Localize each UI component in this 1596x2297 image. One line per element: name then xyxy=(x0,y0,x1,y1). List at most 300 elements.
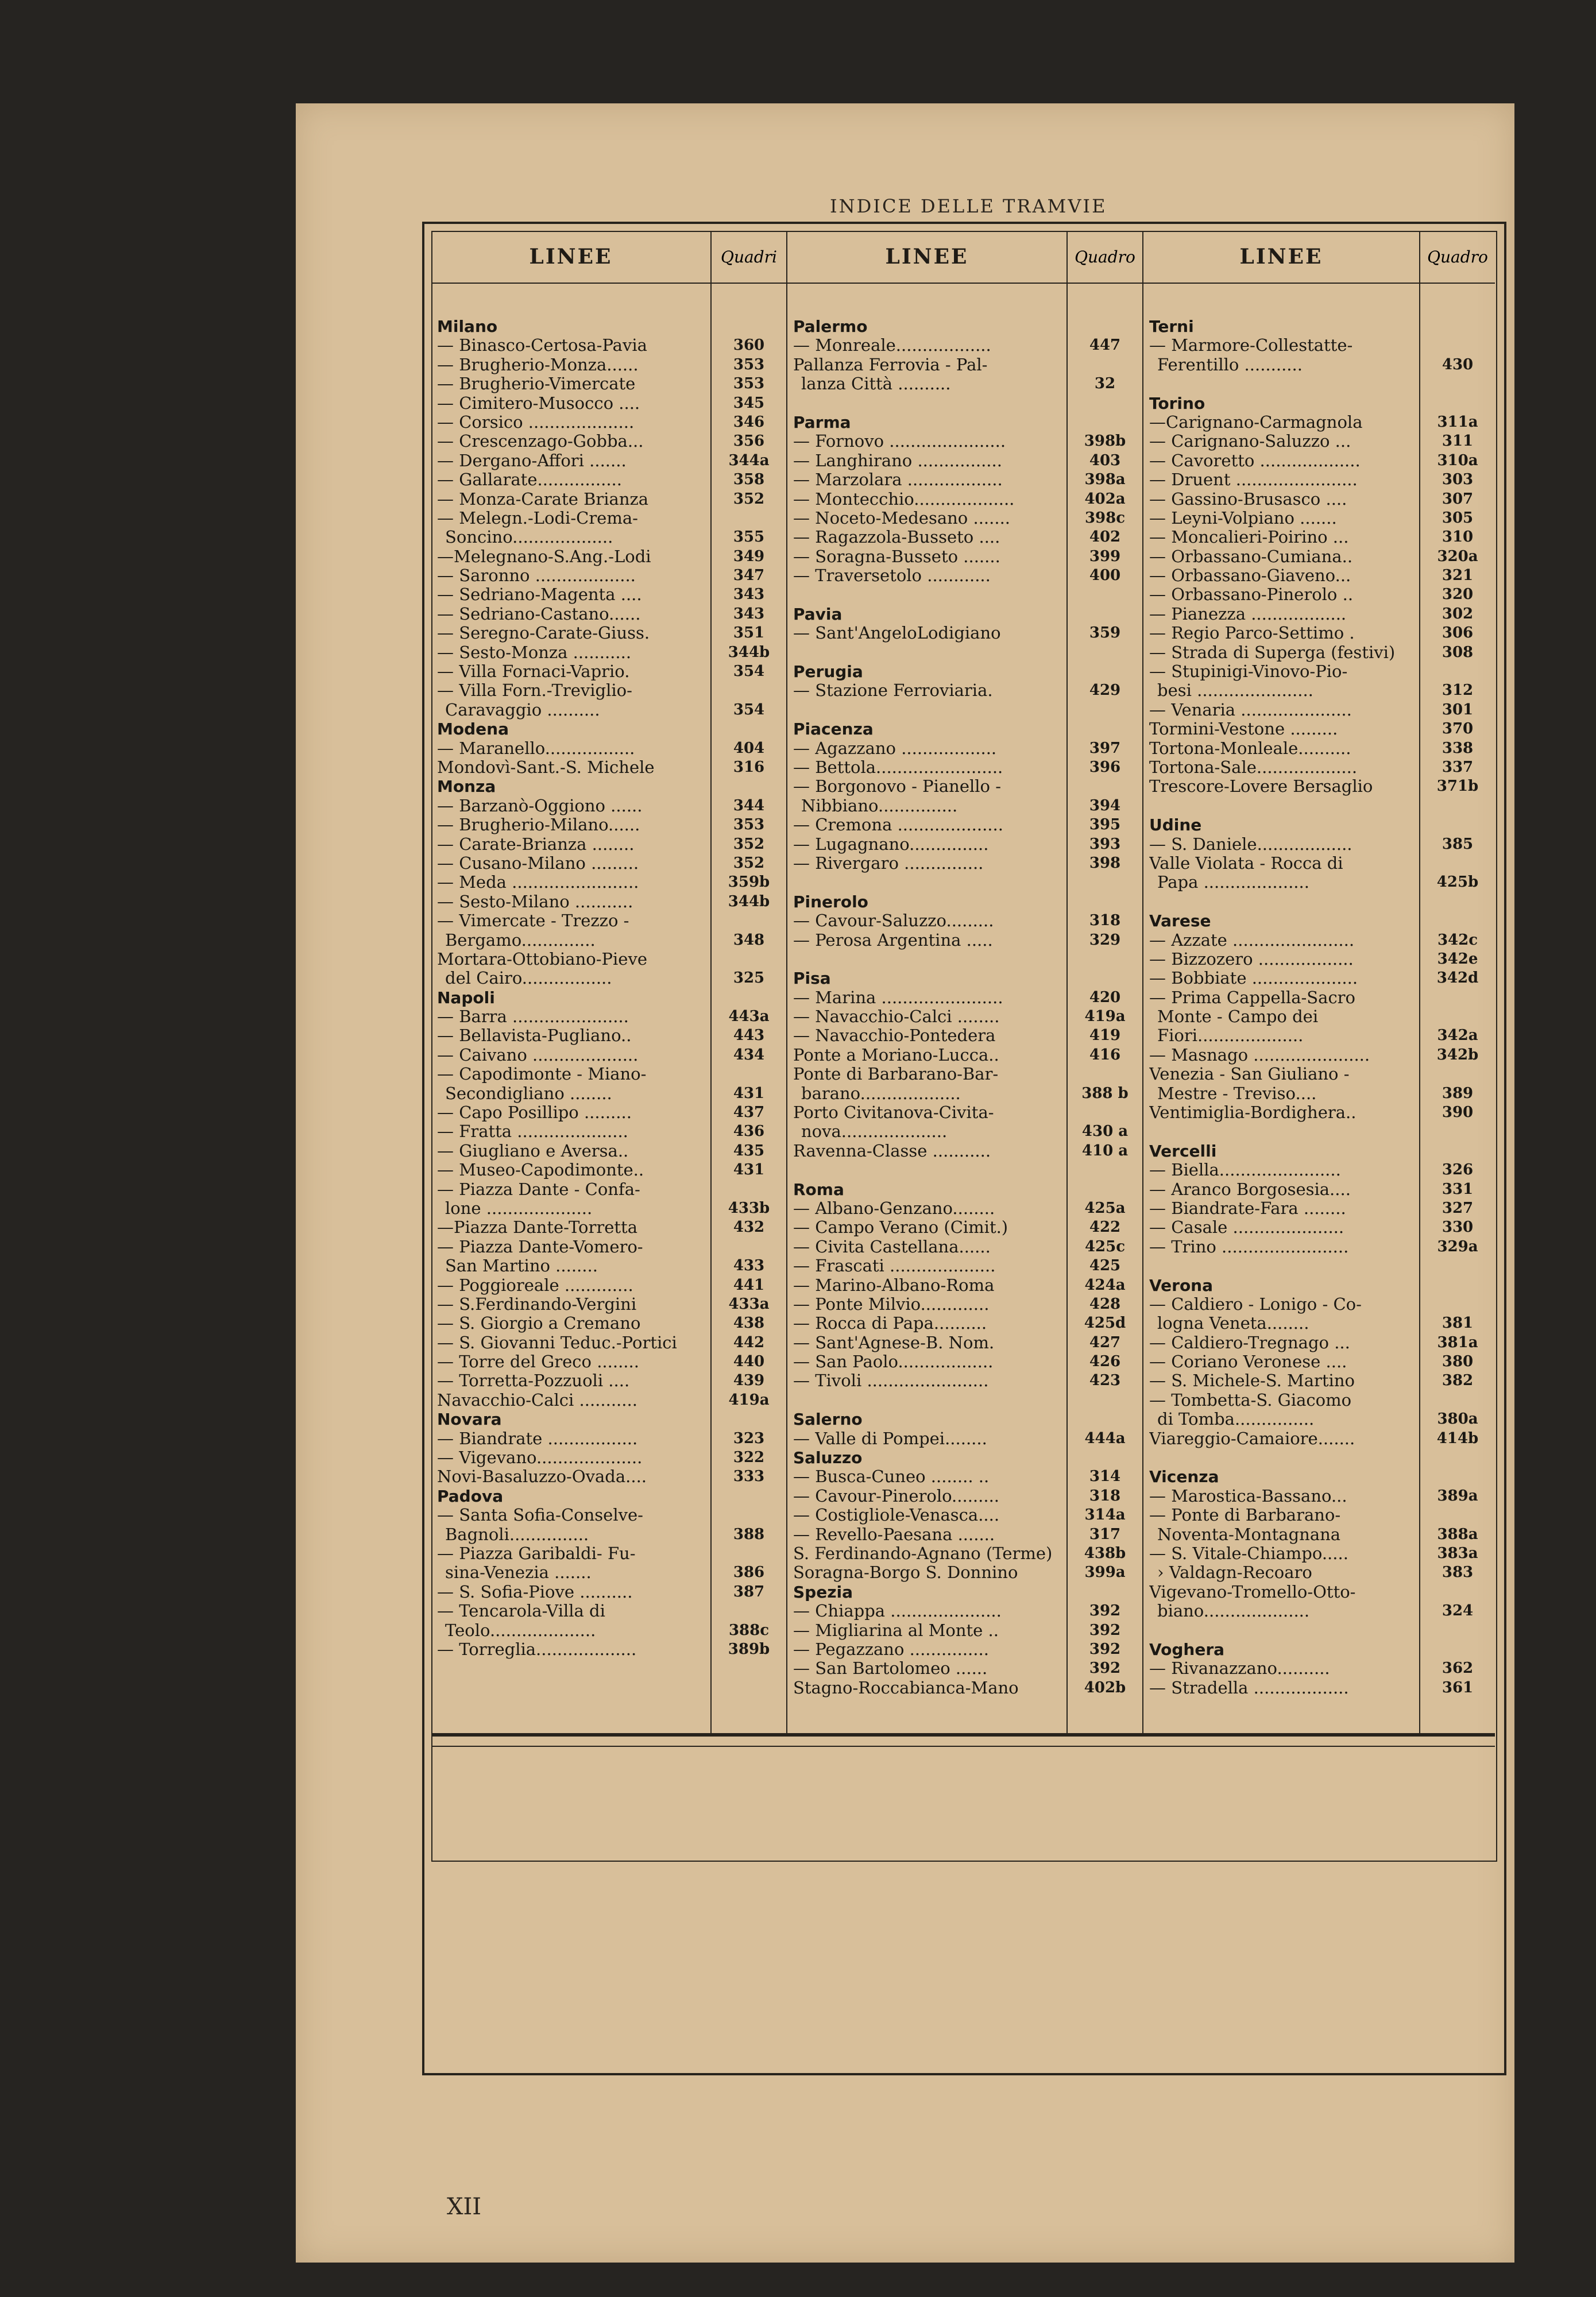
city-name: Napoli xyxy=(437,988,495,1007)
list-item xyxy=(437,1256,786,1275)
quadro-number: 386 xyxy=(733,1564,765,1581)
list-item xyxy=(1149,873,1495,892)
line-name: — Capo Posillipo ......... xyxy=(437,1103,632,1123)
list-item xyxy=(1149,758,1495,777)
list-item xyxy=(793,624,1142,643)
list-item xyxy=(1149,1563,1495,1582)
quadro-number: 32 xyxy=(1094,375,1116,393)
quadro-number: 344b xyxy=(728,892,770,910)
city-heading-row xyxy=(793,892,1142,911)
quadro-number xyxy=(1420,1007,1495,1026)
line-name: — Orbassano-Cumiana.. xyxy=(1149,547,1353,566)
list-item xyxy=(793,1602,1142,1621)
list-item xyxy=(437,547,786,566)
quadro-number xyxy=(1068,317,1142,336)
list-item xyxy=(793,1199,1142,1218)
quadro-number: 400 xyxy=(1089,567,1121,585)
line-name xyxy=(1149,374,1420,393)
quadro-number: 324 xyxy=(1442,1602,1474,1620)
city-name: Modena xyxy=(437,720,509,739)
linee-heading: LINEE xyxy=(1239,245,1323,269)
line-name: — Marostica-Bassano... xyxy=(1149,1486,1347,1506)
quadro-number: 352 xyxy=(733,854,765,872)
line-name: — Bellavista-Pugliano.. xyxy=(437,1026,632,1046)
line-name: — Albano-Genzano........ xyxy=(793,1198,995,1218)
quadro-number: 392 xyxy=(1089,1602,1121,1620)
line-name: — Regio Parco-Settimo . xyxy=(1149,624,1355,643)
quadro-number xyxy=(1068,1103,1142,1122)
quadro-heading: Quadro xyxy=(1066,231,1142,283)
quadro-number xyxy=(1068,1583,1142,1602)
list-item xyxy=(1149,1352,1495,1371)
list-item xyxy=(1149,1583,1495,1602)
line-name: lanza Città .......... xyxy=(801,374,951,394)
quadro-number xyxy=(712,1410,786,1429)
line-name: — Venaria ..................... xyxy=(1149,700,1352,720)
line-name: — Melegn.-Lodi-Crema- xyxy=(437,508,638,528)
list-item xyxy=(1149,1199,1495,1218)
quadro-number: 330 xyxy=(1442,1219,1474,1236)
quadro-number xyxy=(1420,1391,1495,1410)
quadro-number: 388a xyxy=(1437,1525,1478,1543)
list-item xyxy=(437,1314,786,1333)
quadro-number: 316 xyxy=(733,758,765,776)
line-name: — Agazzano .................. xyxy=(793,738,997,758)
quadro-number: 310a xyxy=(1437,451,1478,469)
line-name: — Santa Sofia-Conselve- xyxy=(437,1506,643,1525)
quadro-number: 404 xyxy=(733,739,765,757)
line-name: — Casale ..................... xyxy=(1149,1218,1344,1238)
quadro-number xyxy=(1420,892,1495,911)
quadro-number: 310 xyxy=(1442,528,1474,546)
quadro-number: 342d xyxy=(1436,969,1479,987)
quadro-number: 329a xyxy=(1437,1238,1478,1255)
list-item xyxy=(793,451,1142,470)
list-item xyxy=(437,1084,786,1103)
quadro-number xyxy=(1068,873,1142,892)
list-item xyxy=(793,547,1142,566)
city-heading-row xyxy=(437,988,786,1007)
line-name: — Carate-Brianza ........ xyxy=(437,834,635,854)
list-item xyxy=(1149,1487,1495,1506)
line-name: — Caldiero-Tregnago ... xyxy=(1149,1333,1350,1352)
quadro-number: 441 xyxy=(733,1276,765,1294)
line-name: — Masnago ...................... xyxy=(1149,1045,1370,1065)
quadro-number: 342e xyxy=(1437,950,1478,968)
list-item xyxy=(1149,1410,1495,1429)
list-item xyxy=(793,1506,1142,1525)
list-item xyxy=(1149,1295,1495,1314)
line-name: Tortona-Sale................... xyxy=(1149,757,1358,777)
line-name: — Brugherio-Vimercate xyxy=(437,374,636,394)
line-name: Ravenna-Classe ........... xyxy=(793,1141,991,1161)
list-item xyxy=(1149,547,1495,566)
list-item xyxy=(437,950,786,969)
city-heading-row xyxy=(437,720,786,738)
quadro-number: 302 xyxy=(1442,605,1474,622)
quadro-number: 402b xyxy=(1084,1679,1126,1696)
quadro-heading: Quadri xyxy=(710,231,786,283)
list-item xyxy=(437,662,786,681)
line-name: — Piazza Dante - Confa- xyxy=(437,1180,640,1199)
quadro-number xyxy=(712,777,786,796)
list-item xyxy=(1149,432,1495,451)
quadro-number: 425c xyxy=(1084,1238,1126,1255)
line-name: Teolo.................... xyxy=(445,1621,596,1640)
list-item xyxy=(1149,1544,1495,1563)
quadro-number: 422 xyxy=(1089,1219,1121,1236)
line-name: Viareggio-Camaiore....... xyxy=(1149,1429,1355,1448)
line-name xyxy=(1149,796,1420,815)
quadro-number xyxy=(1420,374,1495,393)
quadro-number: 438b xyxy=(1084,1545,1126,1562)
line-name: — Barzanò-Oggiono ...... xyxy=(437,796,643,815)
quadro-number xyxy=(1420,1295,1495,1314)
quadro-number: 427 xyxy=(1089,1333,1121,1351)
city-heading-row xyxy=(437,317,786,336)
quadro-number xyxy=(1420,1448,1495,1467)
quadro-number: 416 xyxy=(1089,1046,1121,1064)
quadro-number xyxy=(1420,1256,1495,1275)
line-name: — S. Sofia-Piove .......... xyxy=(437,1582,633,1602)
quadro-number: 333 xyxy=(733,1468,765,1486)
city-heading-row xyxy=(793,1410,1142,1429)
list-item xyxy=(437,1371,786,1390)
quadro-number: 303 xyxy=(1442,471,1474,489)
quadro-number: 403 xyxy=(1089,451,1121,469)
quadro-number: 362 xyxy=(1442,1660,1474,1677)
list-item xyxy=(793,1046,1142,1065)
quadro-number: 348 xyxy=(733,931,765,949)
list-item xyxy=(793,1065,1142,1084)
quadro-number: 399 xyxy=(1089,547,1121,565)
line-name: Nibbiano............... xyxy=(801,796,958,815)
line-name: — Traversetolo ............ xyxy=(793,566,991,586)
quadro-number: 428 xyxy=(1089,1295,1121,1313)
quadro-number: 344b xyxy=(728,643,770,661)
list-item xyxy=(1149,1659,1495,1678)
line-name: Pallanza Ferrovia - Pal- xyxy=(793,355,988,374)
quadro-number: 353 xyxy=(733,816,765,834)
list-item xyxy=(1149,1026,1495,1045)
line-name: — Migliarina al Monte .. xyxy=(793,1621,999,1640)
line-name: — Capodimonte - Miano- xyxy=(437,1065,647,1084)
list-item xyxy=(793,394,1142,413)
line-name: — Sesto-Monza ........... xyxy=(437,643,632,662)
line-name: biano.................... xyxy=(1157,1602,1310,1621)
quadro-number: 353 xyxy=(733,375,765,393)
list-item xyxy=(793,509,1142,528)
city-heading-row xyxy=(793,605,1142,624)
quadro-number xyxy=(1068,1065,1142,1084)
quadro-number: 345 xyxy=(733,394,765,412)
city-name: Torino xyxy=(1149,393,1205,413)
list-item xyxy=(1149,1161,1495,1180)
line-name xyxy=(1149,1122,1420,1141)
list-item xyxy=(793,1103,1142,1122)
list-item xyxy=(437,451,786,470)
list-item xyxy=(437,854,786,873)
quadro-number: 431 xyxy=(733,1161,765,1179)
line-name: — Carignano-Saluzzo ... xyxy=(1149,432,1351,451)
list-item xyxy=(1149,969,1495,988)
line-name: — Villa Forn.-Treviglio- xyxy=(437,681,632,701)
list-item xyxy=(1149,1621,1495,1640)
quadro-number xyxy=(712,988,786,1007)
quadro-number: 437 xyxy=(733,1104,765,1122)
quadro-number: 354 xyxy=(733,663,765,680)
list-item xyxy=(793,585,1142,604)
line-name: — Montecchio................... xyxy=(793,489,1015,509)
line-name: — Navacchio-Pontedera xyxy=(793,1026,996,1046)
line-name: — Caldiero - Lonigo - Co- xyxy=(1149,1294,1362,1314)
quadro-number xyxy=(1420,662,1495,681)
column-header xyxy=(1143,231,1495,284)
list-item xyxy=(1149,739,1495,758)
quadro-number: 342a xyxy=(1437,1027,1478,1045)
line-name: — Tencarola-Villa di xyxy=(437,1602,605,1621)
line-name: — Cimitero-Musocco .... xyxy=(437,393,640,413)
quadro-number xyxy=(1068,413,1142,432)
line-name: — Cavoretto ................... xyxy=(1149,451,1361,470)
quadro-number: 371b xyxy=(1436,778,1479,795)
list-item xyxy=(437,758,786,777)
list-item xyxy=(793,1142,1142,1161)
line-name: — Borgonovo - Pianello - xyxy=(793,777,1002,796)
list-item xyxy=(793,1238,1142,1256)
list-item xyxy=(793,1314,1142,1333)
line-name: barano................... xyxy=(801,1084,961,1103)
list-item xyxy=(1149,355,1495,374)
list-item xyxy=(437,566,786,585)
city-heading-row xyxy=(793,969,1142,988)
line-name: del Cairo................. xyxy=(445,969,612,988)
quadro-number xyxy=(712,1602,786,1621)
list-item xyxy=(1149,1065,1495,1084)
city-heading-row xyxy=(793,662,1142,681)
list-item xyxy=(1149,509,1495,528)
quadro-number: 349 xyxy=(733,547,765,565)
list-item xyxy=(437,1602,786,1621)
line-name: — Tivoli ....................... xyxy=(793,1371,989,1391)
line-name: — Frascati .................... xyxy=(793,1256,996,1276)
city-heading-row xyxy=(793,413,1142,432)
quadro-number xyxy=(1420,988,1495,1007)
quadro-number: 344 xyxy=(733,796,765,814)
quadro-number: 429 xyxy=(1089,682,1121,699)
quadro-number: 307 xyxy=(1442,490,1474,508)
line-name: — Monza-Carate Brianza xyxy=(437,489,649,509)
list-item xyxy=(1149,451,1495,470)
line-name: — Lugagnano............... xyxy=(793,834,989,854)
list-item xyxy=(793,374,1142,393)
quadro-number: 312 xyxy=(1442,682,1474,699)
list-item xyxy=(437,585,786,604)
line-name: — Fratta ..................... xyxy=(437,1122,628,1142)
quadro-number: 433a xyxy=(728,1295,770,1313)
line-name: — Torre del Greco ........ xyxy=(437,1352,639,1372)
list-item xyxy=(793,1161,1142,1180)
quadro-number: 343 xyxy=(733,586,765,604)
quadro-number xyxy=(1068,643,1142,662)
line-name: — Aranco Borgosesia.... xyxy=(1149,1180,1351,1199)
line-name: — Perosa Argentina ..... xyxy=(793,930,993,950)
list-item xyxy=(437,892,786,911)
quadro-number: 419a xyxy=(1084,1008,1126,1026)
quadro-number xyxy=(712,1506,786,1525)
line-name: Ventimiglia-Bordighera.. xyxy=(1149,1103,1357,1123)
line-name: — Chiappa ..................... xyxy=(793,1602,1002,1621)
line-name: — Tombetta-S. Giacomo xyxy=(1149,1390,1352,1410)
list-item xyxy=(1149,1525,1495,1544)
line-name: S. Ferdinando-Agnano (Terme) xyxy=(793,1544,1053,1563)
list-item xyxy=(1149,1122,1495,1141)
quadro-number xyxy=(1068,969,1142,988)
line-name xyxy=(793,585,1068,604)
line-name: Mortara-Ottobiano-Pieve xyxy=(437,949,648,969)
page-number: XII xyxy=(447,2194,482,2220)
list-item xyxy=(437,1563,786,1582)
list-item xyxy=(1149,643,1495,662)
line-name: — Druent ....................... xyxy=(1149,470,1358,490)
line-name xyxy=(793,1161,1068,1180)
line-name: — Soragna-Busseto ....... xyxy=(793,547,1000,566)
list-item xyxy=(437,1448,786,1467)
list-item xyxy=(793,1391,1142,1410)
line-name: — Saronno ................... xyxy=(437,566,636,586)
quadro-number: 397 xyxy=(1089,739,1121,757)
line-name: — Prima Cappella-Sacro xyxy=(1149,988,1356,1007)
quadro-number: 424a xyxy=(1084,1276,1126,1294)
list-item xyxy=(1149,1371,1495,1390)
line-name: — Trino ........................ xyxy=(1149,1237,1349,1256)
quadro-number: 305 xyxy=(1442,509,1474,527)
quadro-number: 325 xyxy=(733,969,765,987)
list-item xyxy=(1149,1333,1495,1352)
line-name: — Gassino-Brusasco .... xyxy=(1149,489,1347,509)
page-header: INDICE DELLE TRAMVIE xyxy=(830,195,1107,217)
city-name: Piacenza xyxy=(793,720,874,739)
quadro-number: 380 xyxy=(1442,1353,1474,1371)
city-name: Voghera xyxy=(1149,1639,1225,1659)
list-item xyxy=(1149,681,1495,700)
list-item xyxy=(1149,1084,1495,1103)
list-item xyxy=(793,1371,1142,1390)
list-item xyxy=(793,355,1142,374)
quadro-number: 423 xyxy=(1089,1372,1121,1390)
city-heading-row xyxy=(1149,317,1495,336)
city-name: Spezia xyxy=(793,1582,853,1602)
list-item xyxy=(1149,566,1495,585)
quadro-number: 389 xyxy=(1442,1084,1474,1102)
line-name: — Coriano Veronese .... xyxy=(1149,1352,1347,1372)
line-name: Ponte a Moriano-Lucca.. xyxy=(793,1045,999,1065)
list-item xyxy=(793,470,1142,489)
line-name: — Crescenzago-Gobba... xyxy=(437,432,644,451)
line-name: — Ragazzola-Busseto .... xyxy=(793,528,1000,547)
quadro-number: 399a xyxy=(1084,1564,1126,1581)
line-name: — Leyni-Volpiano ....... xyxy=(1149,508,1337,528)
quadro-number: 398c xyxy=(1084,509,1126,527)
quadro-number: 433b xyxy=(728,1199,770,1217)
quadro-number: 383 xyxy=(1442,1564,1474,1581)
quadro-number xyxy=(1068,1448,1142,1467)
city-heading-row xyxy=(793,720,1142,738)
line-name: — Costigliole-Venasca.... xyxy=(793,1506,1000,1525)
line-name: — Rivanazzano.......... xyxy=(1149,1659,1330,1679)
quadro-number xyxy=(1068,892,1142,911)
quadro-number: 425b xyxy=(1436,873,1479,891)
list-item xyxy=(793,1563,1142,1582)
list-item xyxy=(437,1276,786,1295)
line-name: Caravaggio .......... xyxy=(445,700,600,720)
quadro-number: 389a xyxy=(1437,1487,1478,1505)
list-item xyxy=(437,470,786,489)
quadro-number: 370 xyxy=(1442,720,1474,738)
list-item xyxy=(793,490,1142,509)
quadro-number xyxy=(1420,317,1495,336)
quadro-number xyxy=(712,1238,786,1256)
line-name: Fiori.................... xyxy=(1157,1026,1304,1046)
quadro-number xyxy=(1420,1122,1495,1141)
line-name: — Ponte Milvio............. xyxy=(793,1294,990,1314)
quadro-number: 425d xyxy=(1084,1314,1126,1332)
list-item xyxy=(437,1103,786,1122)
city-name: Padova xyxy=(437,1486,504,1506)
quadro-number: 410 a xyxy=(1081,1142,1129,1159)
city-heading-row xyxy=(1149,1276,1495,1295)
list-item xyxy=(437,1621,786,1640)
list-item xyxy=(1149,1046,1495,1065)
quadro-number: 438 xyxy=(733,1314,765,1332)
quadro-number: 439 xyxy=(733,1372,765,1390)
list-item xyxy=(1149,835,1495,854)
quadro-number: 434 xyxy=(733,1046,765,1064)
list-item xyxy=(1149,336,1495,355)
line-name: Tormini-Vestone ......... xyxy=(1149,720,1338,739)
list-item xyxy=(1149,1007,1495,1026)
line-name: — Meda ........................ xyxy=(437,873,639,892)
list-item xyxy=(1149,1314,1495,1333)
column-header xyxy=(787,231,1142,284)
city-heading-row xyxy=(793,1583,1142,1602)
list-item xyxy=(437,1180,786,1199)
list-item xyxy=(793,739,1142,758)
list-item xyxy=(437,1333,786,1352)
list-item xyxy=(437,1122,786,1141)
list-item xyxy=(793,432,1142,451)
list-item xyxy=(793,873,1142,892)
quadro-number xyxy=(1068,720,1142,738)
city-name: Palermo xyxy=(793,317,868,336)
list-item xyxy=(1149,1238,1495,1256)
list-item xyxy=(1149,931,1495,950)
list-item xyxy=(1149,605,1495,624)
quadro-number: 436 xyxy=(733,1123,765,1140)
city-heading-row xyxy=(1149,815,1495,834)
line-name: — Strada di Superga (festivi) xyxy=(1149,643,1396,662)
quadro-number xyxy=(1420,1065,1495,1084)
quadro-number: 343 xyxy=(733,605,765,622)
quadro-number: 419a xyxy=(728,1391,770,1409)
line-name: Novi-Basaluzzo-Ovada.... xyxy=(437,1467,647,1487)
quadro-number: 342c xyxy=(1437,931,1478,949)
line-name: Mondovì-Sant.-S. Michele xyxy=(437,757,655,777)
list-item xyxy=(793,1122,1142,1141)
line-name: — Corsico .................... xyxy=(437,412,635,432)
list-item xyxy=(793,1659,1142,1678)
line-name: Stagno-Roccabianca-Mano xyxy=(793,1678,1019,1697)
